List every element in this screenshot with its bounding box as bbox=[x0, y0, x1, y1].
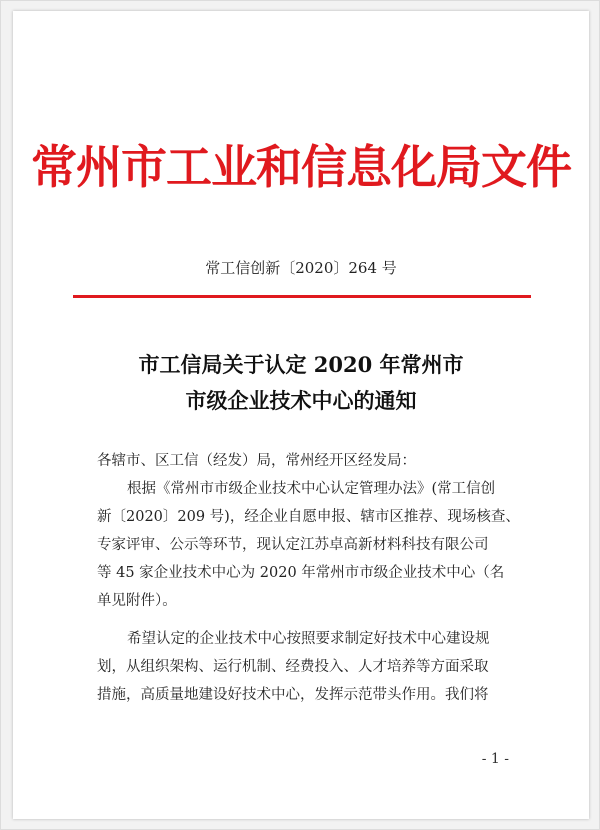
document-body bbox=[97, 447, 547, 709]
document-page bbox=[13, 11, 589, 819]
document-number: 常工信创新〔2020〕264 号 bbox=[205, 259, 397, 277]
page-number: - 1 - bbox=[481, 751, 509, 767]
salutation: 各辖市、区工信（经发）局，常州经开区经发局： bbox=[97, 453, 416, 469]
paragraph-1-line: 等 45 家企业技术中心为 2020 年常州市市级企业技术中心（名 bbox=[97, 565, 505, 581]
paragraph-1-line: 根据《常州市市级企业技术中心认定管理办法》(常工信创 bbox=[127, 481, 496, 497]
paragraph-1-line: 新〔2020〕209 号)，经企业自愿申报、辖市区推荐、现场核查、 bbox=[97, 509, 520, 525]
issuer-header-title: 常州市工业和信息化局文件 bbox=[31, 140, 571, 194]
paragraph-2-line: 划，从组织架构、运行机制、经费投入、人才培养等方面采取 bbox=[97, 659, 489, 675]
paragraph-1-line: 专家评审、公示等环节，现认定江苏卓高新材料科技有限公司 bbox=[97, 537, 489, 553]
document-title-line-1: 市工信局关于认定 2020 年常州市 bbox=[138, 352, 464, 377]
red-divider-line bbox=[73, 295, 531, 298]
paragraph-gap bbox=[97, 615, 547, 625]
document-title-line-2: 市级企业技术中心的通知 bbox=[185, 388, 417, 413]
paragraph-2-line: 希望认定的企业技术中心按照要求制定好技术中心建设规 bbox=[127, 631, 490, 647]
document-title bbox=[13, 347, 589, 419]
paragraph-1-line: 单见附件）。 bbox=[97, 593, 177, 609]
paragraph-2-line: 措施，高质量地建设好技术中心，发挥示范带头作用。我们将 bbox=[97, 687, 489, 703]
